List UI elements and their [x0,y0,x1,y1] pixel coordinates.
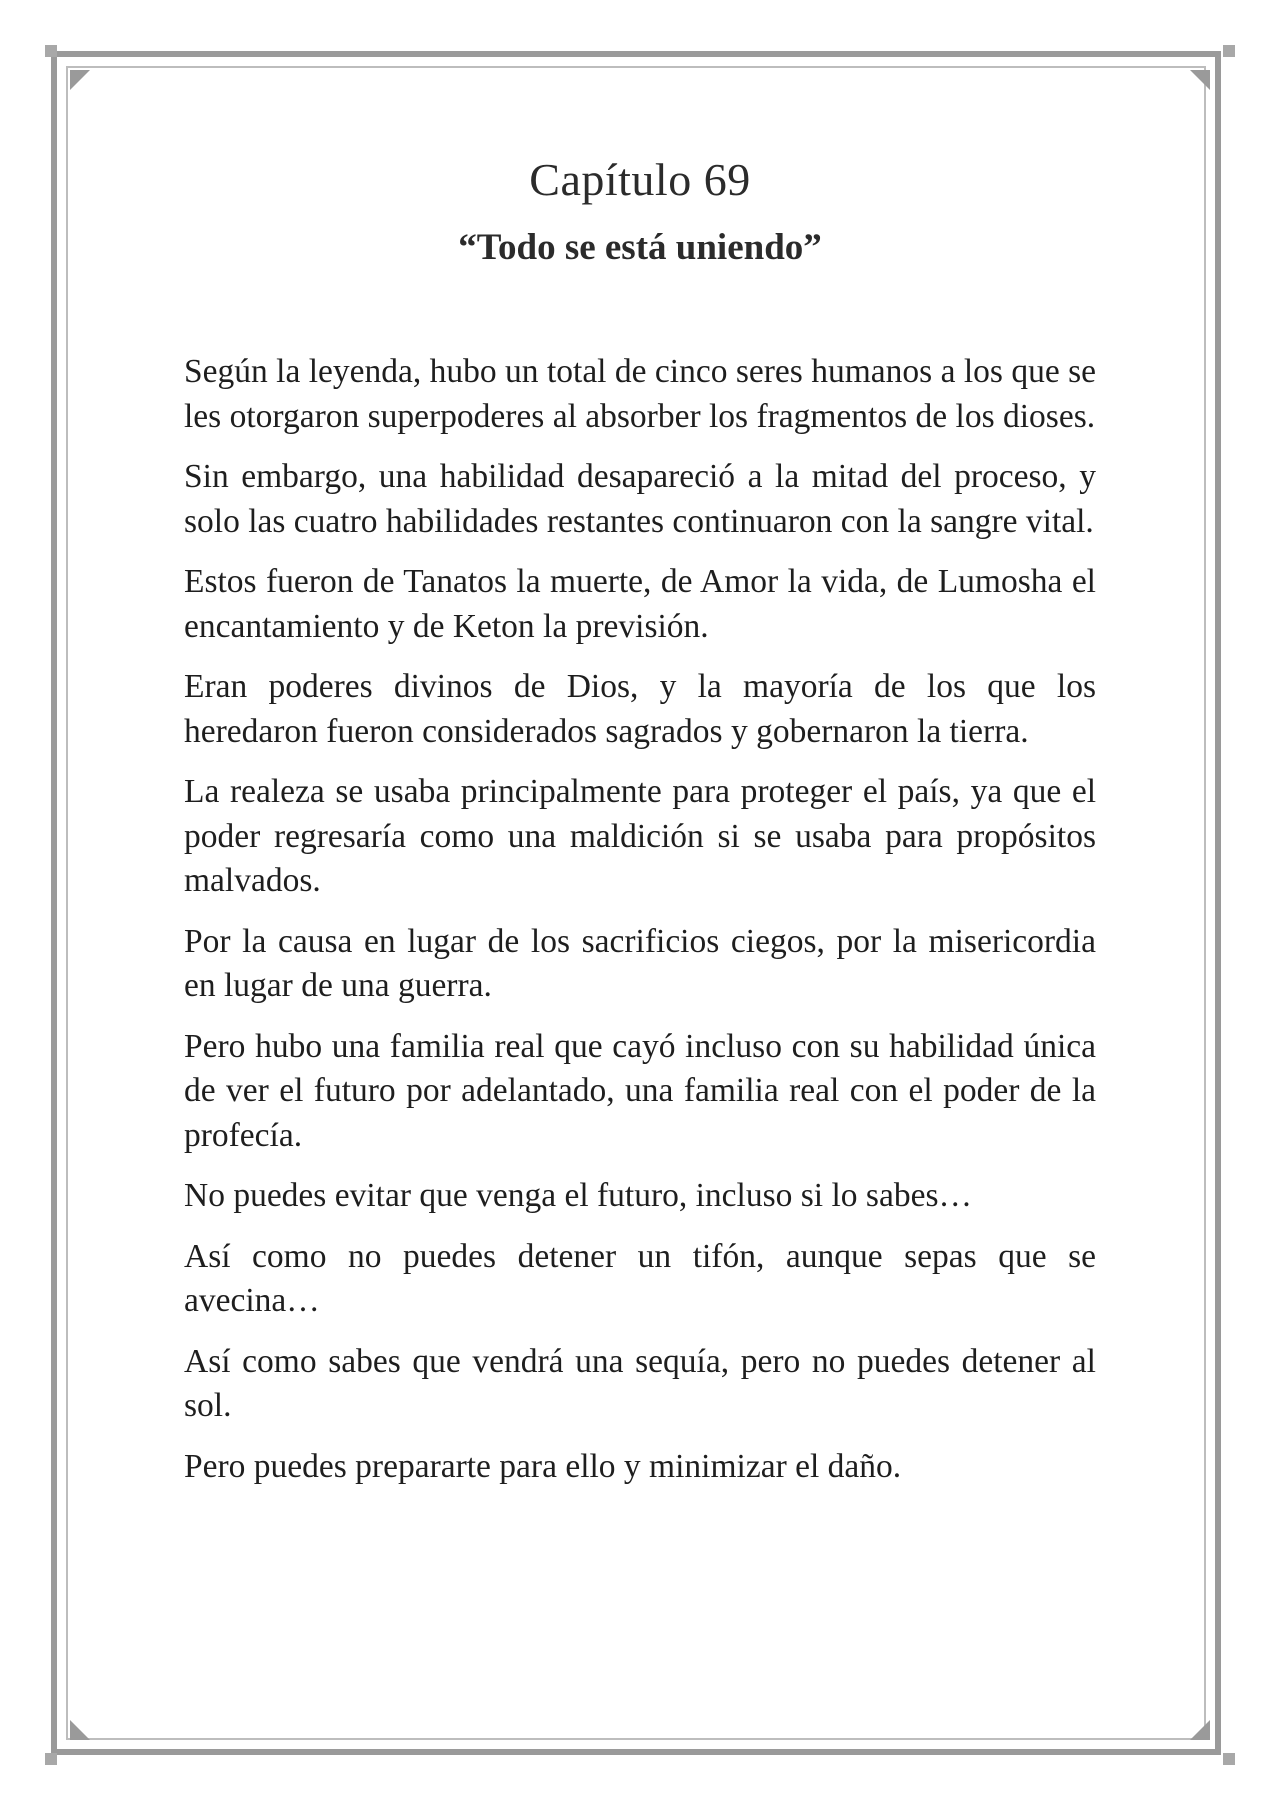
paragraph: La realeza se usaba principalmente para proteger el país, ya que el poder regresaría como una maldición si se usaba para propósitos malvados. [184,773,1096,899]
corner-ornament-top-right [1223,45,1235,57]
paragraph: Así como no puedes detener un tifón, aunque sepas que se avecina… [184,1237,1096,1319]
chapter-body [184,350,1096,1489]
paragraph: No puedes evitar que venga el futuro, incluso si lo sabes… [184,1177,972,1214]
corner-triangle-top-left [70,70,90,90]
corner-ornament-bottom-right [1223,1753,1235,1765]
paragraph: Según la leyenda, hubo un total de cinco seres humanos a los que se les otorgaron superpoderes al absorber los fragmentos de los dioses. [184,353,1096,435]
paragraph: Eran poderes divinos de Dios, y la mayoría de los que los heredaron fueron considerados sagrados y gobernaron la tierra. [184,668,1096,750]
corner-triangle-bottom-left [70,1720,90,1740]
chapter-content [184,150,1096,1505]
chapter-title: Capítulo 69 [529,154,751,205]
corner-triangle-top-right [1190,70,1210,90]
paragraph: Estos fueron de Tanatos la muerte, de Amor la vida, de Lumosha el encantamiento y de Keton la previsión. [184,563,1096,645]
paragraph: Pero hubo una familia real que cayó incluso con su habilidad única de ver el futuro por adelantado, una familia real con el poder de la profecía. [184,1027,1096,1154]
corner-ornament-top-left [45,45,57,57]
corner-ornament-bottom-left [45,1753,57,1765]
chapter-subtitle: “Todo se está uniendo” [458,227,822,268]
corner-triangle-bottom-right [1190,1720,1210,1740]
paragraph: Pero puedes prepararte para ello y minimizar el daño. [184,1447,902,1485]
paragraph: Así como sabes que vendrá una sequía, pero no puedes detener al sol. [184,1342,1096,1424]
paragraph: Por la causa en lugar de los sacrificios ciegos, por la misericordia en lugar de una guerra. [184,922,1096,1004]
paragraph: Sin embargo, una habilidad desapareció a la mitad del proceso, y solo las cuatro habilidades restantes continuaron con la sangre vital. [184,458,1096,540]
